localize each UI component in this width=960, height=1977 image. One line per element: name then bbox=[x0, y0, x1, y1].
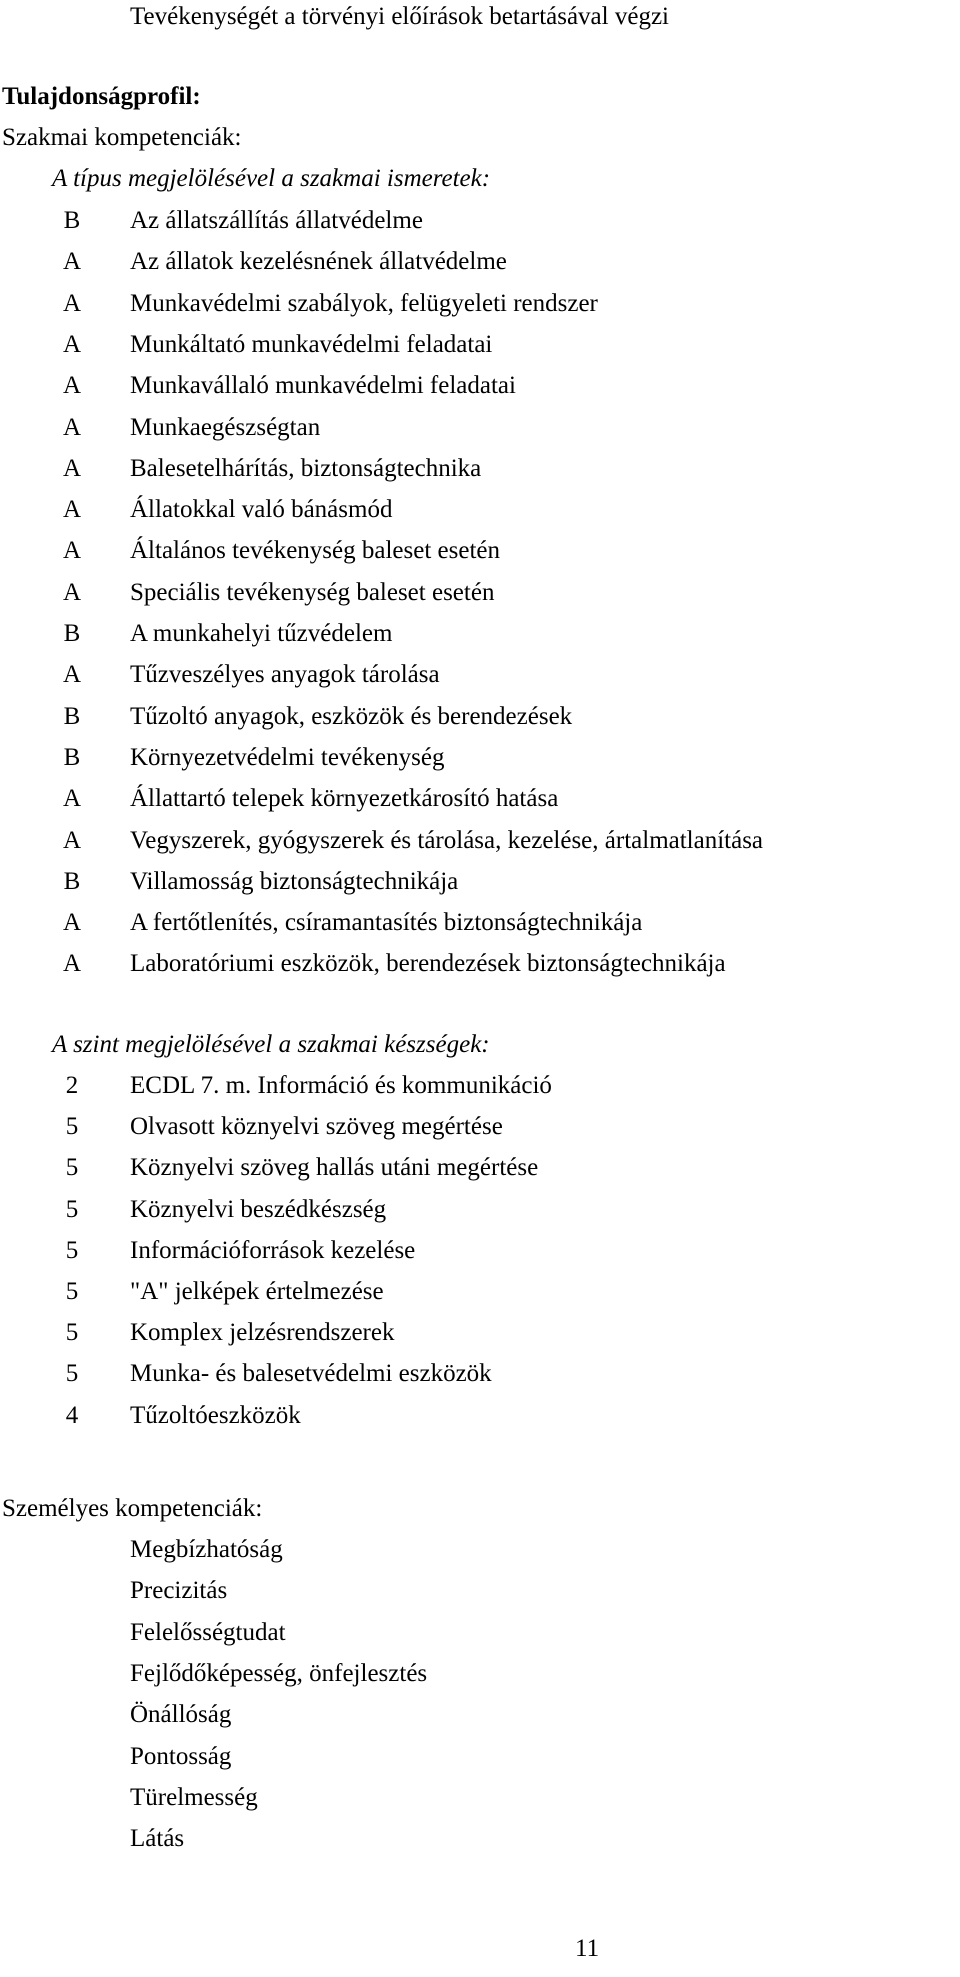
list-item bbox=[0, 247, 960, 277]
list-item bbox=[0, 908, 960, 938]
item-text: Köznyelvi szöveg hallás utáni megértése bbox=[130, 1154, 539, 1182]
item-text: Látás bbox=[130, 1825, 185, 1853]
list-item bbox=[0, 1401, 960, 1431]
list-item bbox=[0, 1783, 960, 1813]
list-item bbox=[0, 1700, 960, 1730]
item-code: 4 bbox=[65, 1401, 79, 1429]
item-text: Komplex jelzésrendszerek bbox=[130, 1319, 395, 1347]
list-item bbox=[0, 206, 960, 236]
list-item bbox=[0, 784, 960, 814]
list-item bbox=[0, 1318, 960, 1348]
item-text: Az állatszállítás állatvédelme bbox=[130, 207, 423, 234]
item-text: Megbízhatóság bbox=[130, 1536, 283, 1563]
item-text: "A" jelképek értelmezése bbox=[130, 1278, 384, 1305]
item-text: Információforrások kezelése bbox=[130, 1236, 416, 1264]
list-item bbox=[0, 660, 960, 690]
item-code: A bbox=[62, 248, 82, 276]
item-text: A fertőtlenítés, csíramantasítés biztonságtechnikája bbox=[130, 909, 643, 937]
item-text: Munkáltató munkavédelmi feladatai bbox=[130, 330, 493, 358]
item-code: A bbox=[62, 413, 82, 441]
item-text: Általános tevékenység baleset esetén bbox=[130, 537, 500, 565]
item-text: Munkavállaló munkavédelmi feladatai bbox=[130, 372, 516, 400]
item-text: Türelmesség bbox=[130, 1783, 258, 1811]
item-code: B bbox=[63, 702, 81, 730]
item-code: B bbox=[63, 743, 81, 771]
item-text: A munkahelyi tűzvédelem bbox=[130, 620, 393, 647]
intro-line: Tevékenységét a törvényi előírások betartásával végzi bbox=[130, 3, 669, 30]
item-code: A bbox=[62, 372, 82, 400]
item-code: A bbox=[62, 289, 82, 317]
item-text: Munka- és balesetvédelmi eszközök bbox=[130, 1360, 492, 1388]
item-code: 5 bbox=[65, 1319, 79, 1347]
item-text: Állattartó telepek környezetkárosító hatása bbox=[130, 785, 559, 813]
personal-heading: Személyes kompetenciák: bbox=[2, 1495, 263, 1522]
list-item bbox=[0, 1236, 960, 1266]
list-item bbox=[0, 1535, 960, 1565]
list-item bbox=[0, 1359, 960, 1389]
knowledge-heading: A típus megjelölésével a szakmai ismeretek: bbox=[52, 165, 491, 192]
item-text: Villamosság biztonságtechnikája bbox=[130, 867, 459, 895]
list-item bbox=[0, 495, 960, 525]
item-code: 2 bbox=[65, 1072, 79, 1099]
item-text: Környezetvédelmi tevékenység bbox=[130, 743, 445, 771]
item-text: Munkaegészségtan bbox=[130, 413, 321, 441]
list-item bbox=[0, 619, 960, 649]
item-code: 5 bbox=[65, 1236, 79, 1264]
item-code: A bbox=[62, 454, 82, 482]
list-item bbox=[0, 371, 960, 401]
item-text: Önállóság bbox=[130, 1701, 232, 1729]
list-item bbox=[0, 826, 960, 856]
item-text: Felelősségtudat bbox=[130, 1618, 286, 1646]
list-item bbox=[0, 536, 960, 566]
item-code: B bbox=[63, 620, 81, 647]
list-item bbox=[0, 949, 960, 979]
item-text: Fejlődőképesség, önfejlesztés bbox=[130, 1659, 428, 1687]
list-item bbox=[0, 1153, 960, 1183]
item-code: 5 bbox=[65, 1154, 79, 1182]
list-item bbox=[0, 1195, 960, 1225]
list-item bbox=[0, 702, 960, 732]
item-text: ECDL 7. m. Információ és kommunikáció bbox=[130, 1072, 552, 1099]
list-item bbox=[0, 1277, 960, 1307]
profile-heading: Tulajdonságprofil: bbox=[2, 83, 201, 110]
list-item bbox=[0, 330, 960, 360]
item-code: B bbox=[63, 207, 81, 234]
item-code: 5 bbox=[65, 1113, 79, 1141]
item-code: 5 bbox=[65, 1360, 79, 1388]
item-text: Munkavédelmi szabályok, felügyeleti rendszer bbox=[130, 289, 598, 317]
item-code: B bbox=[63, 867, 81, 895]
skills-heading: A szint megjelölésével a szakmai készségek: bbox=[52, 1031, 490, 1058]
list-item bbox=[0, 1618, 960, 1648]
item-code: A bbox=[62, 661, 82, 689]
item-code: A bbox=[62, 537, 82, 565]
item-code: A bbox=[62, 330, 82, 358]
list-item bbox=[0, 743, 960, 773]
item-text: Az állatok kezelésnének állatvédelme bbox=[130, 248, 507, 276]
list-item bbox=[0, 1112, 960, 1142]
list-item bbox=[0, 289, 960, 319]
list-item bbox=[0, 578, 960, 608]
item-code: A bbox=[62, 909, 82, 937]
item-text: Tűzoltóeszközök bbox=[130, 1401, 301, 1429]
item-text: Precizitás bbox=[130, 1577, 228, 1605]
list-item bbox=[0, 413, 960, 443]
list-item bbox=[0, 1659, 960, 1689]
professional-heading: Szakmai kompetenciák: bbox=[2, 124, 242, 151]
list-item bbox=[0, 867, 960, 897]
page-number: 11 bbox=[575, 1935, 600, 1962]
list-item bbox=[0, 1576, 960, 1606]
item-text: Laboratóriumi eszközök, berendezések biztonságtechnikája bbox=[130, 950, 726, 978]
item-text: Olvasott köznyelvi szöveg megértése bbox=[130, 1113, 503, 1141]
item-code: A bbox=[62, 496, 82, 524]
item-text: Vegyszerek, gyógyszerek és tárolása, kezelése, ártalmatlanítása bbox=[130, 826, 764, 854]
item-text: Pontosság bbox=[130, 1742, 232, 1770]
item-text: Balesetelhárítás, biztonságtechnika bbox=[130, 454, 482, 482]
item-text: Tűzveszélyes anyagok tárolása bbox=[130, 661, 440, 689]
list-item bbox=[0, 1824, 960, 1854]
item-text: Állatokkal való bánásmód bbox=[130, 496, 393, 524]
list-item bbox=[0, 454, 960, 484]
item-text: Köznyelvi beszédkészség bbox=[130, 1195, 387, 1223]
item-code: 5 bbox=[65, 1195, 79, 1223]
item-text: Tűzoltó anyagok, eszközök és berendezések bbox=[130, 702, 573, 730]
item-code: A bbox=[62, 785, 82, 813]
item-text: Speciális tevékenység baleset esetén bbox=[130, 578, 495, 606]
item-code: A bbox=[62, 826, 82, 854]
list-item bbox=[0, 1742, 960, 1772]
item-code: 5 bbox=[65, 1278, 79, 1305]
item-code: A bbox=[62, 950, 82, 978]
item-code: A bbox=[62, 578, 82, 606]
list-item bbox=[0, 1071, 960, 1101]
